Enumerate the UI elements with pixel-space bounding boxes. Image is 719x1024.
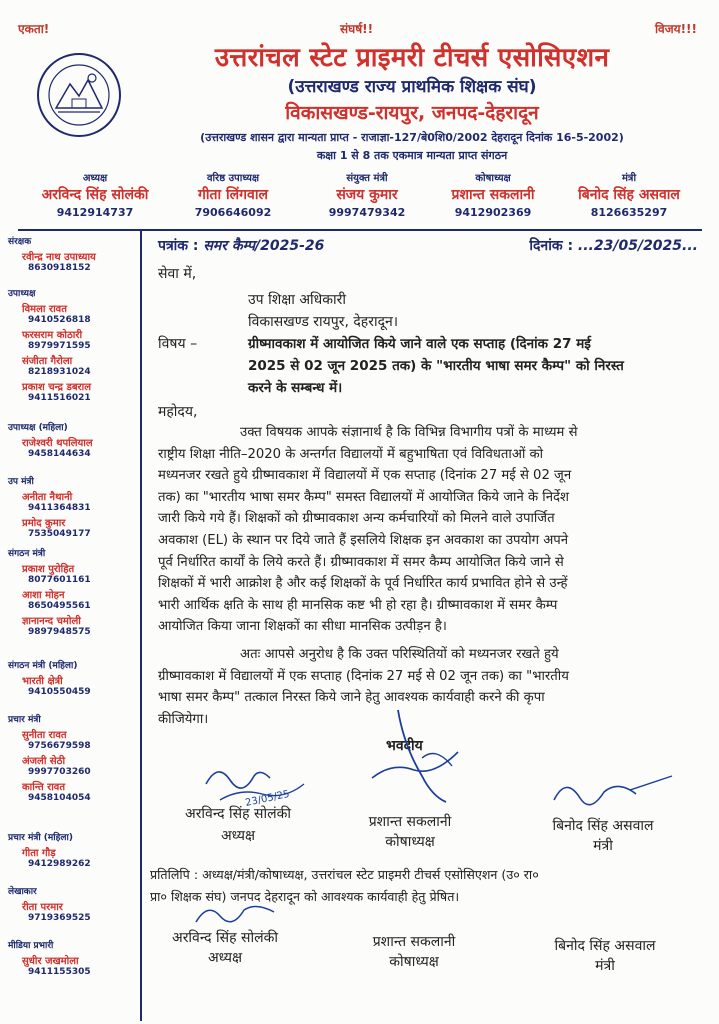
signatory-name: प्रशान्त सकलानी: [368, 814, 452, 830]
sidebar-group-patron: [8, 234, 140, 273]
sidebar-member-phone: 9458104054: [28, 793, 91, 803]
sidebar-member-name: राजेश्वरी थपलियाल: [22, 438, 93, 449]
signatory-name: अरविन्द सिंह सोलंकी: [185, 806, 291, 822]
sidebar-member-phone: 8077601161: [28, 575, 91, 585]
signatory-role: कोषाध्यक्ष: [385, 834, 435, 850]
officer-senior-vice-president: [168, 170, 298, 219]
date-label: दिनांक :: [529, 238, 574, 254]
header-divider: [18, 229, 702, 231]
paragraph-line: मध्यनजर रखते हुये ग्रीष्मावकाश में विद्यालयों में एक सप्ताह (दिनांक 27 मई से 02 जून: [158, 468, 572, 484]
signature-treasurer-icon: [362, 706, 472, 816]
sidebar-member-phone: 8979971595: [28, 341, 91, 351]
officer-name: बिनोद सिंह असवाल: [578, 187, 680, 203]
officer-phone: 8126635297: [590, 206, 668, 219]
salutation-to: सेवा में,: [158, 266, 197, 282]
letter-body: [150, 232, 710, 1022]
paragraph-line: शिक्षकों में भारी आक्रोश है और कई शिक्षकों के पूर्व निर्धारित कार्य प्रभावित होने से उन्हें: [158, 576, 568, 592]
officer-phone: 9412914737: [56, 206, 134, 219]
paragraph-line: राष्ट्रीय शिक्षा नीति–2020 के अन्तर्गत विद्यालयों में बहुभाषिता एवं विविधताओं को: [158, 446, 544, 462]
sidebar-member-name: प्रमोद कुमार: [22, 518, 66, 529]
officer-role: कोषाध्यक्ष: [475, 173, 511, 184]
sidebar-member-phone: 9410550459: [28, 687, 91, 697]
subject-line-1: ग्रीष्मावकाश में आयोजित किये जाने वाले एक सप्ताह (दिनांक 27 मई: [248, 336, 591, 352]
signatory-name: बिनोद सिंह असवाल: [554, 938, 656, 954]
paragraph-line: भारी आर्थिक क्षति के साथ ही मानसिक कष्ट भी हो रहा है। ग्रीष्मावकाश में समर कैम्प: [158, 597, 558, 613]
sidebar-member-phone: 9719369525: [28, 913, 91, 923]
sidebar-member-phone: 9410526818: [28, 315, 91, 325]
reference-number: [158, 236, 324, 255]
sidebar-member-name: रीता परमार: [22, 902, 63, 913]
subject-line-2: 2025 से 02 जून 2025 तक) के "भारतीय भाषा समर कैम्प" को निरस्त: [248, 358, 624, 374]
greeting: महोदय,: [158, 404, 198, 420]
sidebar-member-name: प्रकाश चन्द्र डबराल: [22, 382, 91, 393]
signature-president-copy-icon: [190, 892, 280, 932]
sidebar-member-name: प्रकाश पुरोहित: [22, 564, 75, 575]
paragraph-line: आयोजित किया जाना शिक्षकों का सीधा मानसिक उत्पीड़न है।: [158, 619, 447, 635]
sidebar-heading: संरक्षक: [8, 237, 32, 247]
signatory-role: मंत्री: [595, 958, 615, 974]
organization-name: उत्तरांचल स्टेट प्राइमरी टीचर्स एसोसिएशन: [214, 43, 610, 73]
sidebar-member-name: ज्ञानानन्द चमोली: [22, 616, 81, 627]
sidebar-member-name: फरसराम कोठारी: [22, 330, 83, 341]
sidebar-member-phone: 9756679598: [28, 741, 91, 751]
sidebar-group-deputy-secretaries: [8, 474, 140, 539]
signatory-name: बिनोद सिंह असवाल: [552, 818, 654, 834]
sidebar-group-vice-president-women: [8, 420, 140, 459]
officer-role: संयुक्त मंत्री: [346, 173, 388, 184]
officer-phone: 9412902369: [454, 206, 532, 219]
sidebar-divider: [140, 231, 142, 1021]
reference-label: पत्रांक :: [158, 238, 199, 254]
sidebar-member-name: भारती क्षेत्री: [22, 676, 63, 687]
block-district: विकासखण्ड-रायपुर, जनपद-देहरादून: [285, 102, 539, 124]
paragraph-line: जारी किये गये हैं। शिक्षकों को ग्रीष्मावकाश अन्य कर्मचारियों को मिलने वाले उपार्जित: [158, 511, 555, 527]
date-value: ...23/05/2025...: [577, 238, 698, 254]
motto-unity: एकता!: [18, 22, 50, 36]
letter-date: [529, 236, 698, 255]
sidebar-heading: लेखाकार: [8, 887, 37, 897]
officer-role: वरिष्ठ उपाध्यक्ष: [206, 173, 260, 184]
sidebar-member-name: कान्ति रावत: [22, 782, 66, 793]
sidebar-member-phone: 9411364831: [28, 503, 91, 513]
association-logo-icon: [36, 52, 122, 138]
officer-role: अध्यक्ष: [82, 173, 108, 184]
paragraph-line: भाषा समर कैम्प" तत्काल निरस्त किये जाने हेतु आवश्यक कार्यवाही करने की कृपा: [158, 690, 545, 706]
sidebar-heading: मीडिया प्रभारी: [8, 941, 54, 951]
sidebar-heading: प्रचार मंत्री: [8, 715, 41, 725]
paragraph-1: [158, 422, 704, 638]
officer-role: मंत्री: [621, 173, 637, 184]
class-note: कक्षा 1 से 8 तक एकमात्र मान्यता प्राप्त संगठन: [316, 149, 508, 162]
subject-line-3: करने के सम्बन्ध में।: [248, 380, 343, 396]
paragraph-line: कीजियेगा।: [158, 711, 209, 727]
sidebar-member-name: सुनीता रावत: [22, 730, 67, 741]
sidebar-member-phone: 9997703260: [28, 767, 91, 777]
sidebar-member-name: रवीन्द्र नाथ उपाध्याय: [22, 252, 96, 263]
handwritten-date: 23/05/25: [244, 788, 291, 809]
officer-name: अरविन्द सिंह सोलंकी: [41, 187, 149, 203]
paragraph-line: अवकाश (EL) के स्थान पर दिये जाते हैं इसलिये शिक्षक इन अवकाश का उपयोग अपने: [158, 532, 569, 548]
sidebar-member-phone: 9897948575: [28, 627, 91, 637]
sidebar-member-name: सुधीर जखमोला: [22, 956, 79, 967]
officer-president: [30, 170, 160, 219]
copy-to-line: प्रतिलिपि : अध्यक्ष/मंत्री/कोषाध्यक्ष, उत्तरांचल स्टेट प्राइमरी टीचर्स एसोसिएशन (उ० रा०: [150, 867, 539, 882]
officer-name: प्रशान्त सकलानी: [451, 187, 535, 203]
signatory-role: कोषाध्यक्ष: [389, 954, 439, 970]
officer-name: संजय कुमार: [336, 187, 398, 203]
recipient-office: विकासखण्ड रायपुर, देहरादून।: [248, 314, 399, 330]
sidebar-member-name: अंजली सेठी: [22, 756, 66, 767]
officers-row: [30, 170, 700, 228]
sidebar-group-publicity-secretary-women: [8, 830, 140, 869]
sidebar-group-vice-presidents: [8, 286, 140, 403]
closing: भवदीय: [386, 738, 423, 754]
reference-value: समर कैम्प/2025-26: [203, 238, 325, 254]
recipient-designation: उप शिक्षा अधिकारी: [248, 292, 346, 308]
motto-struggle: संघर्ष!!: [340, 22, 374, 36]
officer-secretary: [564, 170, 694, 219]
sidebar-member-phone: 9412989262: [28, 859, 91, 869]
paragraph-line: उक्त विषयक आपके संज्ञानार्थ है कि विभिन्न विभागीय पत्रों के माध्यम से: [240, 425, 578, 440]
signature-secretary-icon: [546, 770, 676, 820]
sidebar-member-phone: 8630918152: [28, 263, 91, 273]
signatory-name: प्रशान्त सकलानी: [372, 934, 456, 950]
sidebar-heading: संगठन मंत्री: [8, 549, 46, 559]
officer-name: गीता लिंगवाल: [198, 187, 268, 203]
signatory-name: अरविन्द सिंह सोलंकी: [172, 930, 278, 946]
sidebar-member-name: अनीता नैथानी: [22, 492, 73, 503]
sidebar-member-phone: 9458144634: [28, 449, 91, 459]
sidebar-heading: उपाध्यक्ष (महिला): [8, 423, 68, 433]
sidebar-heading: उप मंत्री: [8, 477, 34, 487]
sidebar-heading: संगठन मंत्री (महिला): [8, 661, 78, 671]
sidebar-heading: उपाध्यक्ष: [8, 289, 36, 299]
officer-phone: 9997479342: [328, 206, 406, 219]
sidebar-member-name: संजीता गैरोला: [22, 356, 73, 367]
sidebar-group-accountant: [8, 884, 140, 923]
paragraph-line: पूर्व निर्धारित कार्यों के लिये करते हैं। ग्रीष्मावकाश में समर कैम्प आयोजित किये जाने से: [158, 554, 564, 570]
sidebar-group-organisation-secretaries: [8, 546, 140, 637]
sidebar-member-phone: 8218931024: [28, 367, 91, 377]
sidebar-group-organisation-secretary-women: [8, 658, 140, 697]
copy-to-line: प्रा० शिक्षक संघ) जनपद देहरादून को आवश्यक कार्यवाही हेतु प्रेषित।: [150, 888, 460, 904]
sidebar-member-phone: 8650495561: [28, 601, 91, 611]
paragraph-line: अतः आपसे अनुरोध है कि उक्त परिस्थितियों को मध्यनजर रखते हुये: [240, 647, 559, 662]
officer-phone: 7906646092: [194, 206, 272, 219]
sidebar-member-name: आशा मोहन: [22, 590, 65, 601]
paragraph-line: ग्रीष्मावकाश में विद्यालयों में एक सप्ताह (दिनांक 27 मई से 02 जून तक) का "भारतीय: [158, 668, 569, 684]
sidebar-member-phone: 9411516021: [28, 393, 91, 403]
paragraph-line: तक) का "भारतीय भाषा समर कैम्प" समस्त विद्यालयों में आयोजित किये जाने के निर्देश: [158, 489, 569, 505]
signatory-role: अध्यक्ष: [220, 828, 256, 844]
motto-victory: विजय!!!: [654, 22, 697, 36]
officer-treasurer: [428, 170, 558, 219]
sidebar-member-name: गीता गौड़: [22, 848, 56, 859]
sidebar-group-publicity-secretaries: [8, 712, 140, 803]
sidebar-member-name: विमला रावत: [22, 304, 67, 315]
sidebar-member-phone: 9411155305: [28, 967, 91, 977]
recognition-note: (उत्तराखण्ड शासन द्वारा मान्यता प्राप्त - राजाज्ञा-127/बे0शि0/2002 देहरादून दिनांक 16-5-2002): [200, 131, 624, 144]
organization-hindi-name: (उत्तराखण्ड राज्य प्राथमिक शिक्षक संघ): [287, 77, 537, 97]
sidebar-group-media-incharge: [8, 938, 140, 977]
signatory-role: मंत्री: [593, 838, 613, 854]
sidebar-heading: प्रचार मंत्री (महिला): [8, 833, 73, 843]
sidebar-member-phone: 7535049177: [28, 529, 91, 539]
subject-label: विषय –: [158, 336, 198, 352]
officer-joint-secretary: [302, 170, 432, 219]
signatory-role: अध्यक्ष: [207, 950, 243, 966]
